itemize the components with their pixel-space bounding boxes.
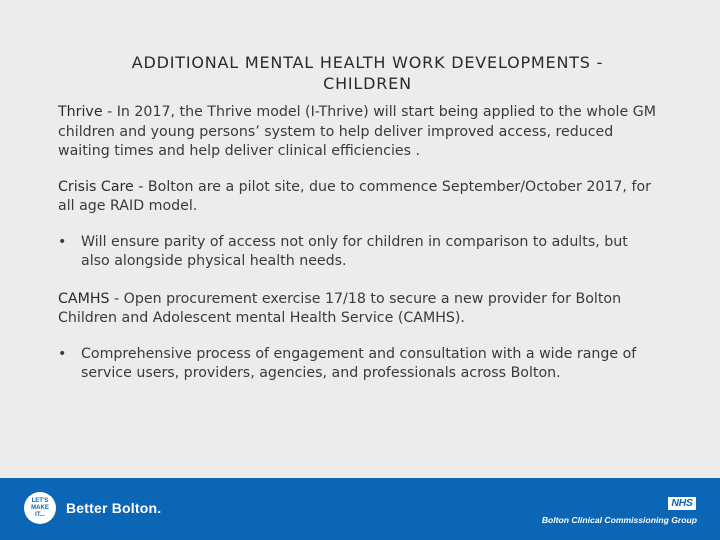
logo-line-1: LET'S [31,497,49,504]
camhs-bullet-text: Comprehensive process of engagement and consultation with a wide range of service users, providers, agencies, and professionals across Bolton. [81,345,637,381]
thrive-paragraph [58,103,658,162]
nhs-logo: NHS [668,497,696,510]
crisis-care-paragraph [58,178,658,217]
crisis-care-bullet [58,233,658,272]
camhs-bullet [58,345,658,384]
title-line-1: ADDITIONAL MENTAL HEALTH WORK DEVELOPMENTS - [131,53,604,72]
logo-line-3: IT... [35,511,45,518]
camhs-text: - Open procurement exercise 17/18 to secure a new provider for Bolton Children and Adolescent mental Health Service (CAMHS). [58,290,622,326]
camhs-term: CAMHS [58,290,110,307]
camhs-paragraph [58,290,658,329]
thrive-term: Thrive [58,104,103,120]
title-line-2: CHILDREN [323,74,412,93]
logo-line-2: MAKE [31,504,49,511]
bullet-icon: • [58,233,67,250]
crisis-care-bullet-text: Will ensure parity of access not only for children in comparison to adults, but also alongside physical health needs. [81,233,628,269]
footer-bar [0,478,720,540]
lets-make-it-logo [24,492,56,524]
slide-content [58,103,658,402]
better-bolton-brand: Better Bolton. [66,500,162,516]
crisis-care-term: Crisis Care [58,178,134,195]
bullet-icon: • [58,345,67,362]
organisation-name: Bolton Clinical Commissioning Group [541,515,697,525]
thrive-text: - In 2017, the Thrive model (I-Thrive) will start being applied to the whole GM children and young persons’ system to help deliver improved access, reduced waiting times and help deliver clinical efficiencies . [58,104,656,159]
crisis-care-text: - Bolton are a pilot site, due to commence September/October 2017, for all age RAID model. [58,178,651,214]
slide-title [70,52,665,94]
